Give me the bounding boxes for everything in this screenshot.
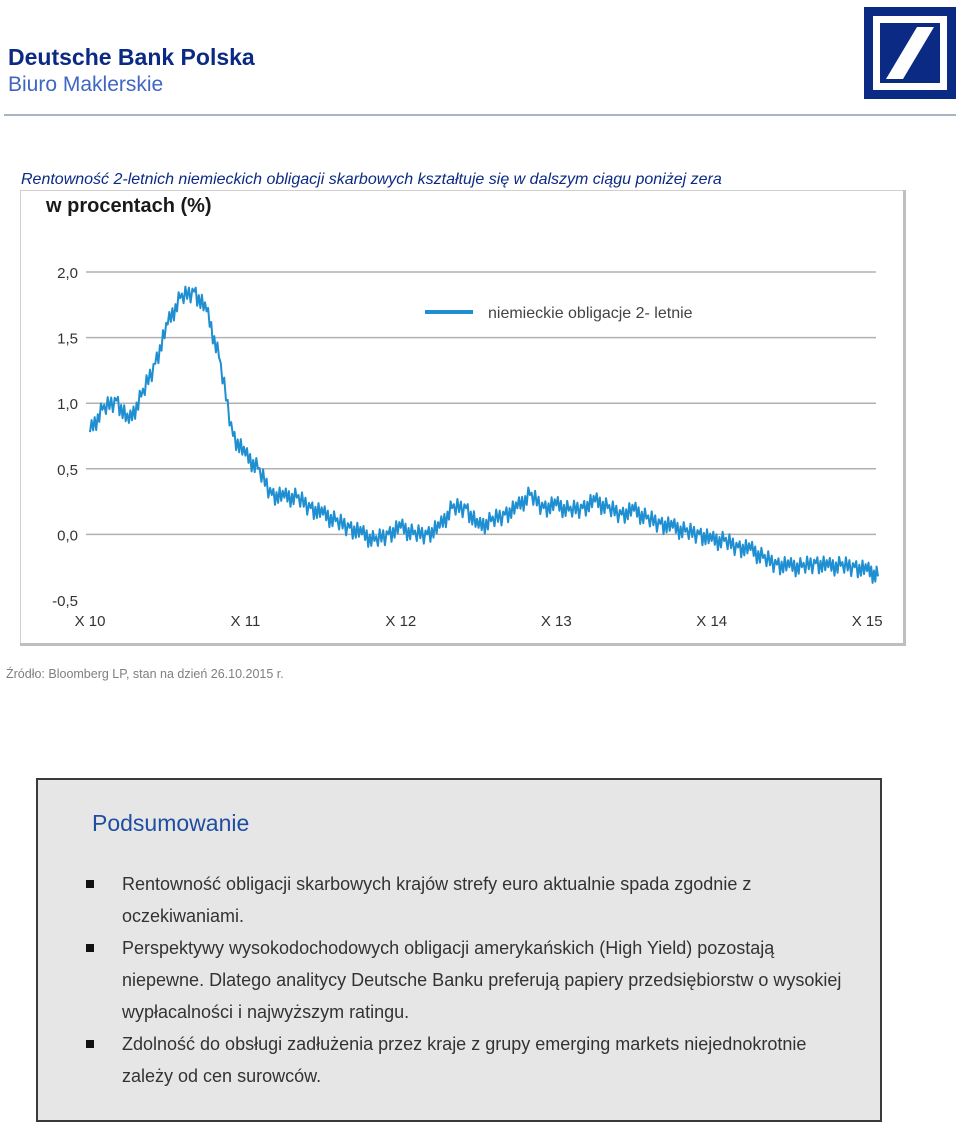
square-bullet-icon xyxy=(86,944,94,952)
y-tick-label: 1,5 xyxy=(57,330,78,348)
deutsche-bank-logo-icon xyxy=(864,7,956,99)
y-tick-label: 2,0 xyxy=(57,265,78,282)
x-tick-label: X 14 xyxy=(696,613,728,630)
x-tick-label: X 11 xyxy=(230,613,261,630)
y-tick-label: 0,0 xyxy=(57,527,78,545)
chart-frame-shadow-right xyxy=(903,190,906,646)
square-bullet-icon xyxy=(86,1040,94,1048)
x-tick-label: X 10 xyxy=(74,613,106,630)
y-tick-label: 0,5 xyxy=(57,461,78,479)
chart-canvas xyxy=(20,190,906,646)
header-divider xyxy=(4,114,956,116)
chart-frame-shadow-bottom xyxy=(20,643,906,646)
summary-bullet-2 xyxy=(86,932,846,1028)
page-header xyxy=(0,0,960,118)
summary-bullet-3 xyxy=(86,1028,846,1092)
bullet-text: Zdolność do obsługi zadłużenia przez kraje z grupy emerging markets niejednokrotnie zależy od cen surowców. xyxy=(122,1034,807,1086)
bank-name: Deutsche Bank Polska xyxy=(8,44,255,70)
x-tick-label: X 15 xyxy=(851,613,883,630)
y-tick-label: 1,0 xyxy=(57,396,78,414)
source-note: Źródło: Bloomberg LP, stan na dzień 26.10.2015 r. xyxy=(6,667,284,681)
bullet-text: Perspektywy wysokodochodowych obligacji amerykańskich (High Yield) pozostają niepewne. Dlatego analitycy Deutsche Banku preferują papiery przedsiębiorstw o wysokiej wypłacalności i najwyższym ratingu. xyxy=(122,938,842,1022)
chart-frame xyxy=(21,191,906,646)
summary-bullet-1 xyxy=(86,868,846,932)
bank-subtitle: Biuro Maklerskie xyxy=(8,73,164,96)
summary-title: Podsumowanie xyxy=(92,810,250,836)
square-bullet-icon xyxy=(86,880,94,888)
chart-title: w procentach (%) xyxy=(46,195,212,217)
legend-label: niemieckie obligacje 2- letnie xyxy=(488,305,693,322)
summary-bullets xyxy=(86,868,846,1092)
x-tick-label: X 12 xyxy=(385,613,417,630)
summary-box xyxy=(36,778,882,1122)
yield-chart xyxy=(20,190,906,646)
y-tick-label: -0,5 xyxy=(52,593,78,610)
x-tick-label: X 13 xyxy=(540,613,572,630)
bullet-text: Rentowność obligacji skarbowych krajów strefy euro aktualnie spada zgodnie z oczekiwaniami. xyxy=(122,874,752,926)
chart-caption: Rentowność 2-letnich niemieckich obligacji skarbowych kształtuje się w dalszym ciągu poniżej zera xyxy=(21,171,722,188)
